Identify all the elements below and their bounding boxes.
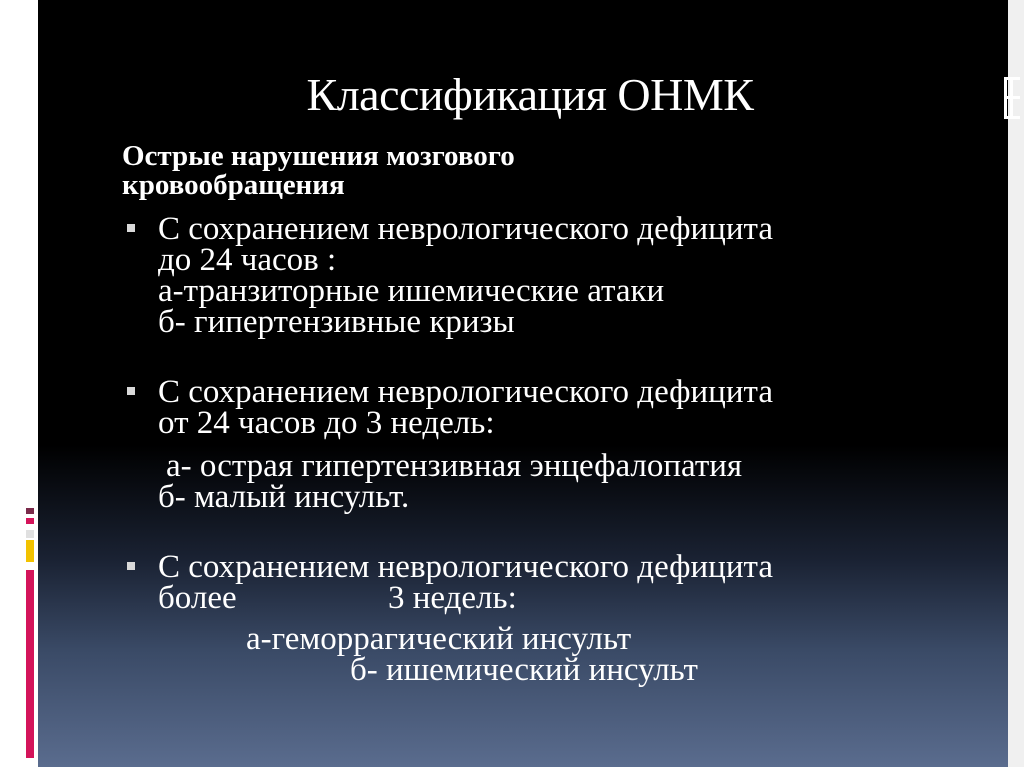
bullet-2-line-2: от 24 часов до 3 недель: (158, 405, 495, 441)
bullet-2-item-a: а- острая гипертензивная энцефалопатия (166, 448, 743, 484)
bullet-marker (127, 562, 135, 570)
bullet-2-line-1: С сохранением неврологического дефицита (158, 374, 773, 410)
bullet-3-item-b: б- ишемический инсульт (350, 652, 698, 688)
bullet-marker (127, 387, 135, 395)
bullet-1-item-b: б- гипертензивные кризы (158, 304, 515, 340)
slide-title: Классификация ОНМК (306, 69, 754, 120)
accent-stripes (26, 508, 34, 758)
bullet-1-item-a: а-транзиторные ишемические атаки (158, 273, 665, 309)
bullet-1-line-2: до 24 часов : (158, 242, 337, 278)
bullet-3-line-2a: более (158, 580, 237, 616)
slide-subtitle: Острые нарушения мозгового кровообращения (122, 140, 515, 201)
bullet-2-item-b: б- малый инсульт. (158, 479, 410, 515)
bullet-3-item-a: а-геморрагический инсульт (246, 621, 632, 657)
bullet-3-line-1: С сохранением неврологического дефицита (158, 549, 773, 585)
bullet-1-line-1: С сохранением неврологического дефицита (158, 211, 773, 247)
bullet-3-line-2b: 3 недель: (388, 580, 517, 616)
bullet-marker (127, 224, 135, 232)
